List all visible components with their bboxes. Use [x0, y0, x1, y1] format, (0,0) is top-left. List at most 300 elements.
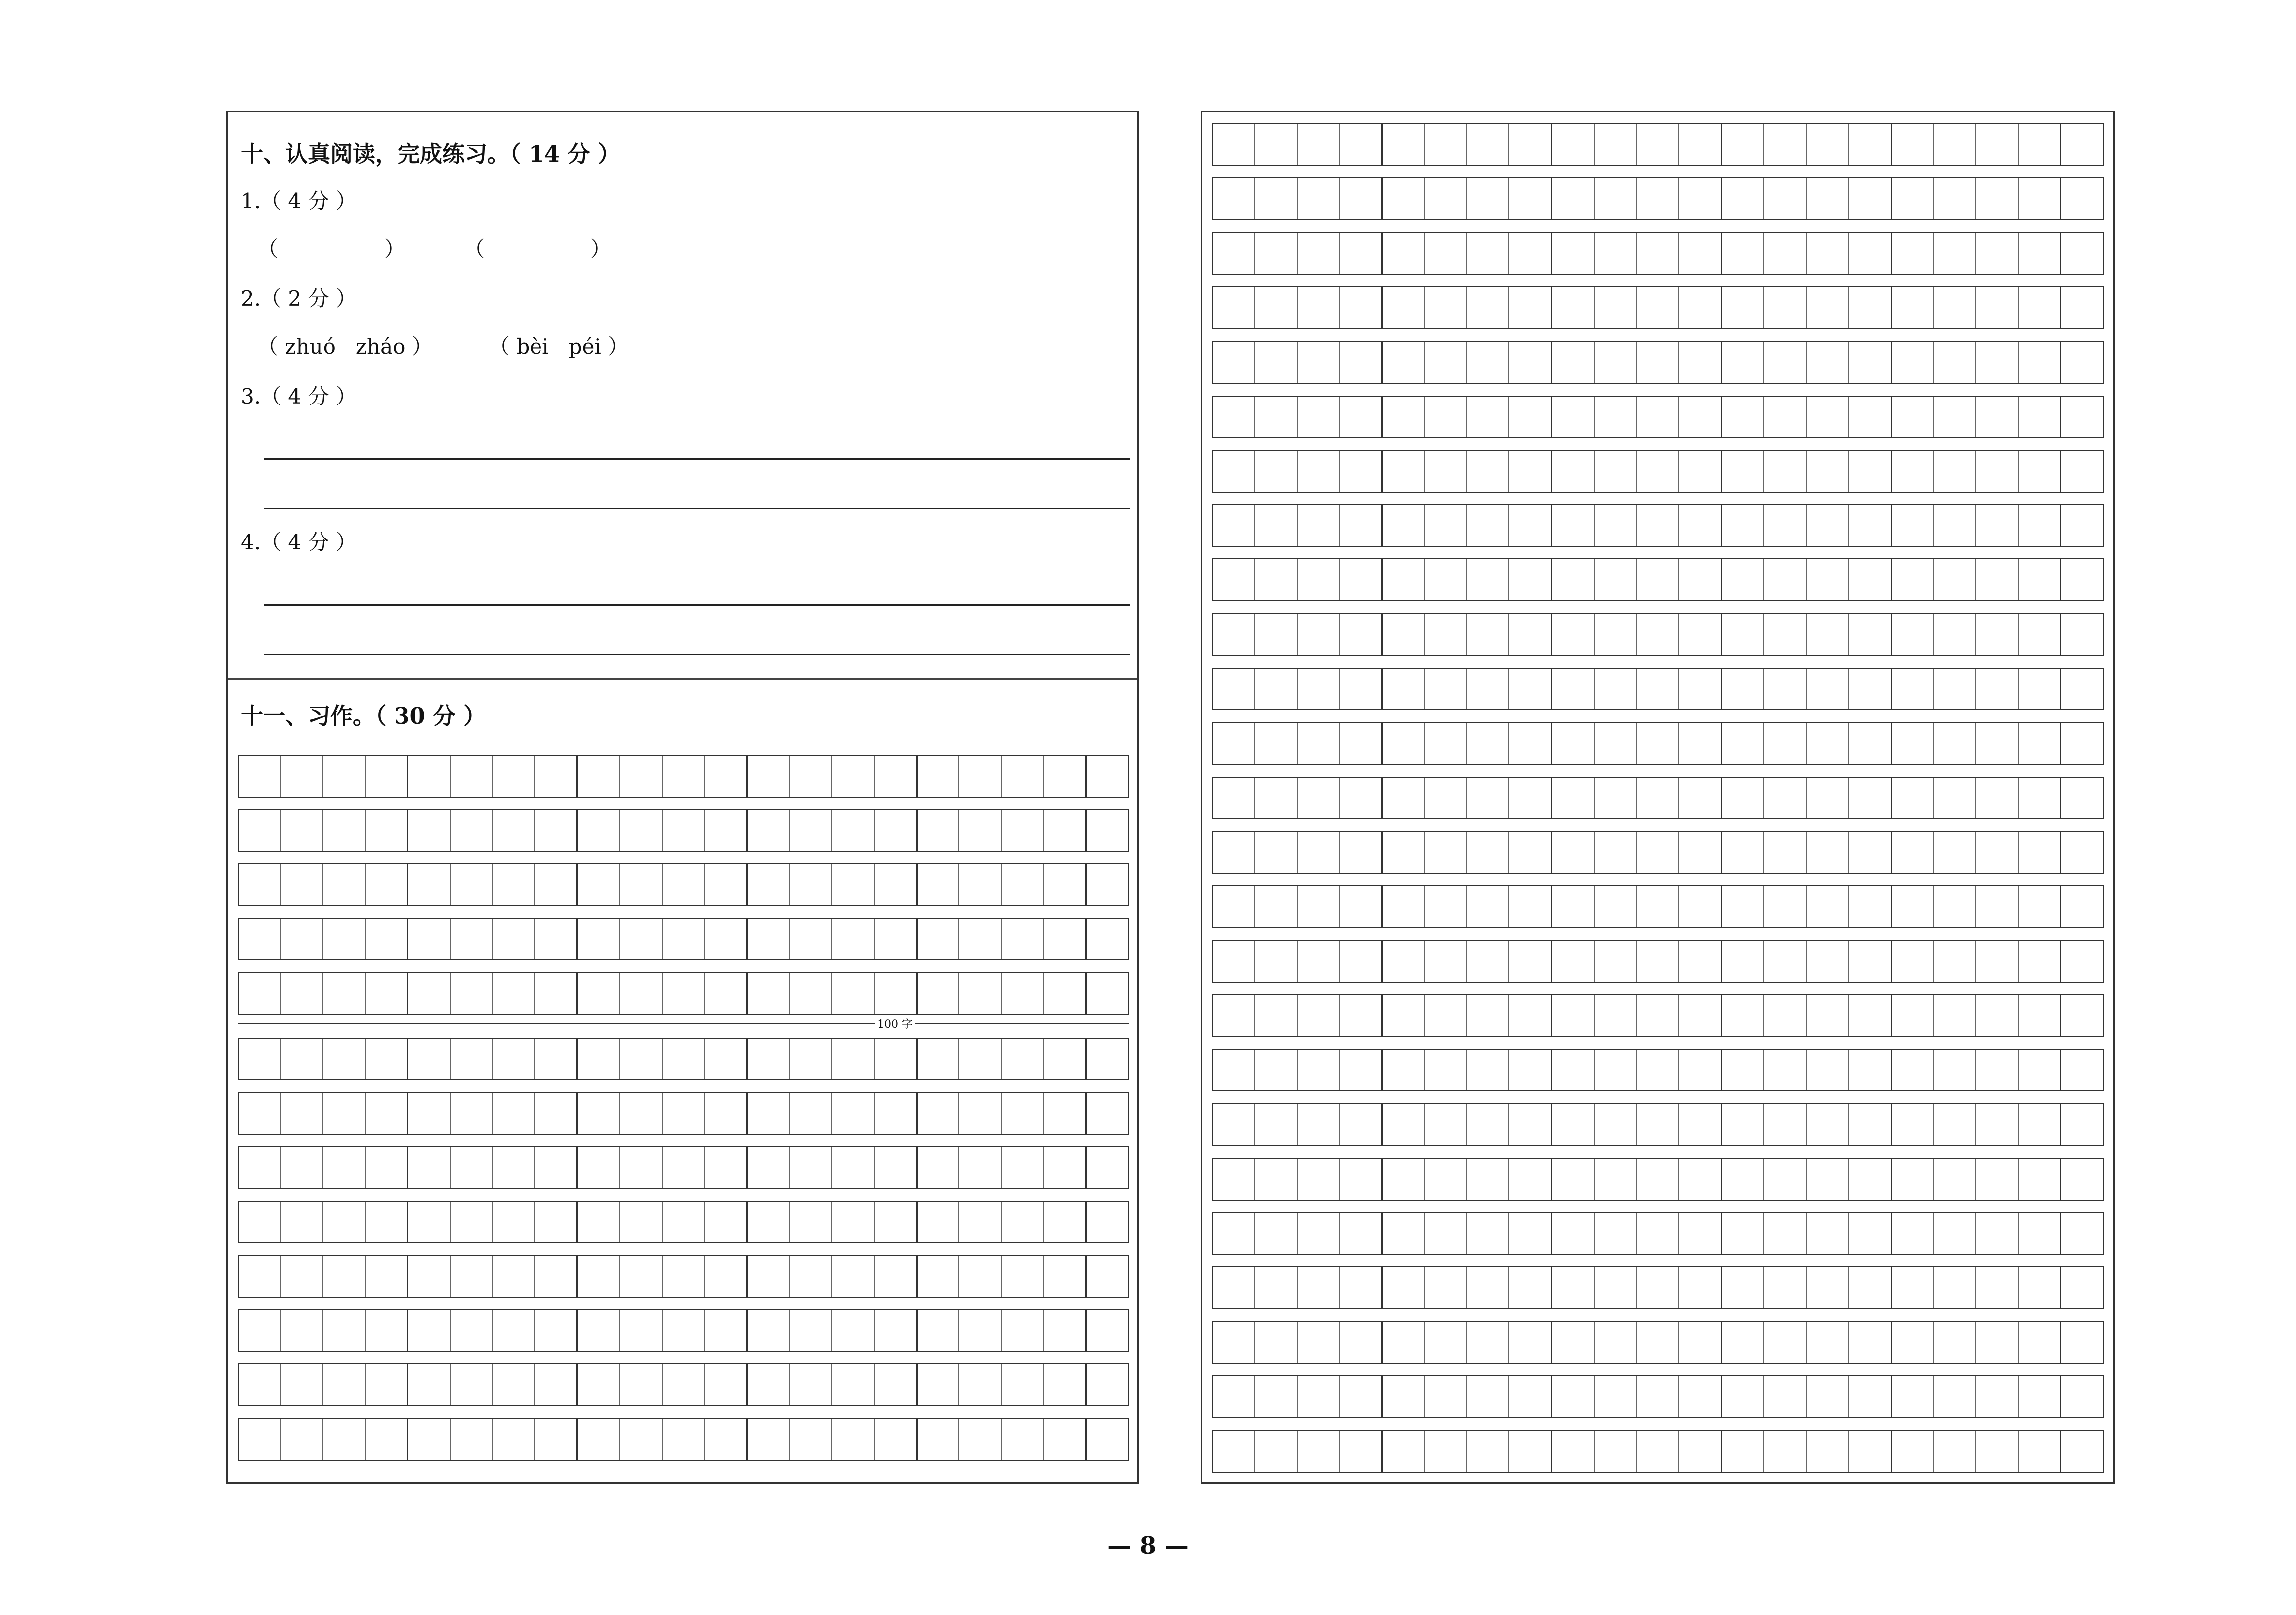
- writing-cell[interactable]: [1764, 287, 1807, 328]
- writing-cell[interactable]: [875, 810, 918, 851]
- writing-cell[interactable]: [1807, 995, 1849, 1036]
- writing-cell[interactable]: [1383, 669, 1425, 709]
- writing-cell[interactable]: [578, 1202, 620, 1242]
- writing-cell[interactable]: [1934, 287, 1976, 328]
- writing-cell[interactable]: [1934, 1267, 1976, 1308]
- writing-cell[interactable]: [1087, 1202, 1128, 1242]
- writing-cell[interactable]: [1467, 723, 1509, 764]
- writing-cell[interactable]: [1595, 505, 1637, 546]
- writing-cell[interactable]: [1679, 397, 1722, 437]
- writing-cell[interactable]: [493, 864, 535, 905]
- writing-cell[interactable]: [1552, 886, 1595, 927]
- writing-cell[interactable]: [239, 810, 281, 851]
- writing-cell[interactable]: [1213, 886, 1255, 927]
- writing-cell[interactable]: [1509, 1267, 1552, 1308]
- writing-cell[interactable]: [1383, 886, 1425, 927]
- writing-cell[interactable]: [1044, 1256, 1087, 1297]
- writing-cell[interactable]: [1213, 1159, 1255, 1200]
- writing-cell[interactable]: [2061, 723, 2103, 764]
- writing-cell[interactable]: [1467, 1104, 1509, 1145]
- writing-cell[interactable]: [1764, 1431, 1807, 1472]
- writing-cell[interactable]: [2019, 1322, 2061, 1363]
- writing-cell[interactable]: [1467, 1322, 1509, 1363]
- writing-cell[interactable]: [1213, 559, 1255, 600]
- writing-cell[interactable]: [1044, 1202, 1087, 1242]
- writing-cell[interactable]: [1722, 886, 1764, 927]
- writing-cell[interactable]: [1595, 124, 1637, 165]
- writing-cell[interactable]: [918, 1364, 960, 1405]
- writing-cell[interactable]: [1255, 505, 1298, 546]
- writing-cell[interactable]: [2061, 614, 2103, 655]
- writing-cell[interactable]: [663, 756, 705, 797]
- writing-cell[interactable]: [1722, 1213, 1764, 1254]
- writing-cell[interactable]: [1467, 778, 1509, 818]
- writing-cell[interactable]: [1722, 397, 1764, 437]
- writing-cell[interactable]: [620, 973, 663, 1014]
- writing-cell[interactable]: [1087, 919, 1128, 959]
- writing-cell[interactable]: [2061, 287, 2103, 328]
- writing-cell[interactable]: [620, 1147, 663, 1188]
- writing-cell[interactable]: [1552, 1050, 1595, 1090]
- writing-cell[interactable]: [959, 1093, 1002, 1134]
- writing-cell[interactable]: [1425, 1267, 1468, 1308]
- writing-cell[interactable]: [1467, 451, 1509, 492]
- writing-cell[interactable]: [323, 919, 366, 959]
- writing-cell[interactable]: [1298, 287, 1340, 328]
- writing-cell[interactable]: [790, 1147, 832, 1188]
- writing-cell[interactable]: [1595, 778, 1637, 818]
- writing-cell[interactable]: [1383, 1431, 1425, 1472]
- writing-cell[interactable]: [790, 1364, 832, 1405]
- writing-cell[interactable]: [1934, 1213, 1976, 1254]
- writing-cell[interactable]: [918, 1093, 960, 1134]
- writing-cell[interactable]: [663, 1093, 705, 1134]
- writing-cell[interactable]: [1892, 505, 1934, 546]
- writing-cell[interactable]: [1679, 778, 1722, 818]
- writing-cell[interactable]: [1764, 178, 1807, 219]
- writing-cell[interactable]: [790, 1202, 832, 1242]
- writing-cell[interactable]: [1849, 1159, 1892, 1200]
- writing-cell[interactable]: [578, 919, 620, 959]
- writing-cell[interactable]: [1340, 886, 1383, 927]
- writing-cell[interactable]: [1807, 1431, 1849, 1472]
- writing-cell[interactable]: [366, 1310, 408, 1351]
- writing-cell[interactable]: [239, 1039, 281, 1079]
- writing-cell[interactable]: [1892, 1050, 1934, 1090]
- writing-cell[interactable]: [1807, 342, 1849, 383]
- writing-cell[interactable]: [239, 973, 281, 1014]
- writing-cell[interactable]: [1467, 559, 1509, 600]
- writing-cell[interactable]: [578, 1093, 620, 1134]
- writing-cell[interactable]: [1552, 1267, 1595, 1308]
- writing-cell[interactable]: [832, 1310, 875, 1351]
- writing-cell[interactable]: [1976, 832, 2019, 873]
- writing-cell[interactable]: [535, 1202, 578, 1242]
- writing-cell[interactable]: [1509, 832, 1552, 873]
- writing-cell[interactable]: [493, 1093, 535, 1134]
- writing-cell[interactable]: [1849, 1104, 1892, 1145]
- writing-cell[interactable]: [1807, 1376, 1849, 1417]
- writing-cell[interactable]: [1213, 397, 1255, 437]
- writing-cell[interactable]: [1595, 832, 1637, 873]
- writing-cell[interactable]: [1679, 1322, 1722, 1363]
- writing-cell[interactable]: [1764, 124, 1807, 165]
- writing-cell[interactable]: [1764, 559, 1807, 600]
- writing-cell[interactable]: [323, 1202, 366, 1242]
- writing-cell[interactable]: [748, 1364, 790, 1405]
- writing-cell[interactable]: [1934, 1376, 1976, 1417]
- writing-cell[interactable]: [323, 1364, 366, 1405]
- writing-cell[interactable]: [366, 810, 408, 851]
- writing-cell[interactable]: [1807, 778, 1849, 818]
- writing-cell[interactable]: [1722, 1267, 1764, 1308]
- writing-cell[interactable]: [1002, 1364, 1044, 1405]
- writing-cell[interactable]: [959, 756, 1002, 797]
- writing-cell[interactable]: [620, 1202, 663, 1242]
- writing-cell[interactable]: [366, 1419, 408, 1460]
- writing-cell[interactable]: [1002, 1093, 1044, 1134]
- writing-cell[interactable]: [875, 1202, 918, 1242]
- writing-cell[interactable]: [1509, 124, 1552, 165]
- writing-cell[interactable]: [1849, 1431, 1892, 1472]
- writing-cell[interactable]: [451, 810, 493, 851]
- writing-cell[interactable]: [2061, 669, 2103, 709]
- writing-cell[interactable]: [1637, 995, 1679, 1036]
- writing-cell[interactable]: [1255, 614, 1298, 655]
- writing-cell[interactable]: [1976, 614, 2019, 655]
- writing-cell[interactable]: [1637, 559, 1679, 600]
- writing-cell[interactable]: [1255, 342, 1298, 383]
- writing-cell[interactable]: [1340, 614, 1383, 655]
- writing-cell[interactable]: [535, 1256, 578, 1297]
- writing-cell[interactable]: [1807, 287, 1849, 328]
- writing-cell[interactable]: [1976, 886, 2019, 927]
- writing-cell[interactable]: [1383, 614, 1425, 655]
- writing-cell[interactable]: [1849, 559, 1892, 600]
- writing-cell[interactable]: [1595, 1376, 1637, 1417]
- writing-cell[interactable]: [1044, 756, 1087, 797]
- writing-cell[interactable]: [1679, 1104, 1722, 1145]
- writing-cell[interactable]: [1892, 397, 1934, 437]
- writing-cell[interactable]: [1509, 233, 1552, 274]
- writing-cell[interactable]: [1255, 1104, 1298, 1145]
- writing-cell[interactable]: [1002, 864, 1044, 905]
- writing-cell[interactable]: [2019, 1050, 2061, 1090]
- writing-cell[interactable]: [1467, 178, 1509, 219]
- writing-cell[interactable]: [748, 864, 790, 905]
- writing-cell[interactable]: [1595, 342, 1637, 383]
- writing-cell[interactable]: [1552, 124, 1595, 165]
- writing-cell[interactable]: [1383, 397, 1425, 437]
- writing-cell[interactable]: [875, 919, 918, 959]
- writing-cell[interactable]: [1637, 397, 1679, 437]
- writing-cell[interactable]: [1340, 941, 1383, 982]
- writing-cell[interactable]: [1807, 669, 1849, 709]
- writing-cell[interactable]: [748, 1202, 790, 1242]
- writing-cell[interactable]: [832, 756, 875, 797]
- writing-cell[interactable]: [1849, 287, 1892, 328]
- writing-cell[interactable]: [832, 864, 875, 905]
- writing-cell[interactable]: [1552, 559, 1595, 600]
- writing-cell[interactable]: [1298, 614, 1340, 655]
- writing-cell[interactable]: [1509, 723, 1552, 764]
- writing-cell[interactable]: [1255, 995, 1298, 1036]
- writing-cell[interactable]: [790, 973, 832, 1014]
- writing-cell[interactable]: [1552, 287, 1595, 328]
- writing-cell[interactable]: [1213, 614, 1255, 655]
- writing-cell[interactable]: [1044, 1093, 1087, 1134]
- writing-cell[interactable]: [1637, 178, 1679, 219]
- writing-cell[interactable]: [1509, 1159, 1552, 1200]
- writing-cell[interactable]: [1595, 1159, 1637, 1200]
- writing-cell[interactable]: [1637, 1376, 1679, 1417]
- writing-cell[interactable]: [705, 1147, 748, 1188]
- writing-cell[interactable]: [1467, 1376, 1509, 1417]
- writing-cell[interactable]: [918, 1039, 960, 1079]
- writing-cell[interactable]: [1976, 451, 2019, 492]
- writing-cell[interactable]: [451, 1310, 493, 1351]
- writing-cell[interactable]: [408, 1419, 451, 1460]
- writing-cell[interactable]: [1213, 995, 1255, 1036]
- writing-cell[interactable]: [620, 810, 663, 851]
- writing-cell[interactable]: [1255, 178, 1298, 219]
- writing-cell[interactable]: [1849, 669, 1892, 709]
- writing-cell[interactable]: [1679, 342, 1722, 383]
- writing-cell[interactable]: [1044, 1147, 1087, 1188]
- writing-cell[interactable]: [1509, 669, 1552, 709]
- writing-cell[interactable]: [1637, 1159, 1679, 1200]
- writing-cell[interactable]: [918, 864, 960, 905]
- writing-cell[interactable]: [2061, 1322, 2103, 1363]
- writing-cell[interactable]: [1044, 810, 1087, 851]
- writing-cell[interactable]: [1425, 342, 1468, 383]
- writing-cell[interactable]: [1976, 342, 2019, 383]
- writing-cell[interactable]: [408, 1093, 451, 1134]
- writing-cell[interactable]: [1934, 178, 1976, 219]
- writing-cell[interactable]: [1255, 1050, 1298, 1090]
- writing-cell[interactable]: [1213, 723, 1255, 764]
- writing-cell[interactable]: [1722, 669, 1764, 709]
- writing-cell[interactable]: [1764, 1322, 1807, 1363]
- writing-cell[interactable]: [1298, 178, 1340, 219]
- writing-cell[interactable]: [451, 1147, 493, 1188]
- writing-cell[interactable]: [1255, 1267, 1298, 1308]
- writing-cell[interactable]: [323, 864, 366, 905]
- writing-cell[interactable]: [1255, 941, 1298, 982]
- writing-cell[interactable]: [493, 1147, 535, 1188]
- writing-cell[interactable]: [1892, 124, 1934, 165]
- writing-cell[interactable]: [1722, 1104, 1764, 1145]
- writing-cell[interactable]: [875, 973, 918, 1014]
- writing-cell[interactable]: [1552, 233, 1595, 274]
- writing-cell[interactable]: [2019, 614, 2061, 655]
- writing-cell[interactable]: [1679, 1159, 1722, 1200]
- writing-cell[interactable]: [1255, 1376, 1298, 1417]
- writing-cell[interactable]: [1383, 995, 1425, 1036]
- writing-cell[interactable]: [1255, 723, 1298, 764]
- writing-cell[interactable]: [1679, 559, 1722, 600]
- writing-cell[interactable]: [1255, 1213, 1298, 1254]
- writing-cell[interactable]: [281, 1093, 323, 1134]
- writing-cell[interactable]: [408, 973, 451, 1014]
- writing-cell[interactable]: [366, 756, 408, 797]
- writing-cell[interactable]: [451, 919, 493, 959]
- writing-cell[interactable]: [1934, 941, 1976, 982]
- writing-cell[interactable]: [1340, 1376, 1383, 1417]
- writing-cell[interactable]: [1552, 832, 1595, 873]
- writing-cell[interactable]: [239, 1093, 281, 1134]
- writing-cell[interactable]: [1934, 886, 1976, 927]
- writing-cell[interactable]: [1298, 941, 1340, 982]
- writing-cell[interactable]: [2019, 941, 2061, 982]
- writing-cell[interactable]: [1679, 505, 1722, 546]
- writing-cell[interactable]: [1383, 1322, 1425, 1363]
- writing-cell[interactable]: [1637, 723, 1679, 764]
- writing-cell[interactable]: [1722, 1431, 1764, 1472]
- writing-cell[interactable]: [1340, 723, 1383, 764]
- writing-cell[interactable]: [1764, 1213, 1807, 1254]
- writing-cell[interactable]: [366, 1093, 408, 1134]
- writing-cell[interactable]: [1595, 233, 1637, 274]
- writing-cell[interactable]: [1976, 1159, 2019, 1200]
- writing-cell[interactable]: [832, 1093, 875, 1134]
- writing-cell[interactable]: [2061, 1213, 2103, 1254]
- writing-cell[interactable]: [408, 864, 451, 905]
- writing-cell[interactable]: [1595, 559, 1637, 600]
- writing-cell[interactable]: [1467, 124, 1509, 165]
- writing-cell[interactable]: [1213, 233, 1255, 274]
- writing-cell[interactable]: [1892, 1431, 1934, 1472]
- writing-cell[interactable]: [1679, 614, 1722, 655]
- writing-cell[interactable]: [493, 756, 535, 797]
- writing-cell[interactable]: [748, 756, 790, 797]
- writing-cell[interactable]: [1595, 1050, 1637, 1090]
- writing-cell[interactable]: [535, 1039, 578, 1079]
- q4-answer-line-1[interactable]: [264, 604, 1130, 606]
- writing-cell[interactable]: [1764, 941, 1807, 982]
- writing-cell[interactable]: [1764, 397, 1807, 437]
- writing-cell[interactable]: [2061, 342, 2103, 383]
- writing-cell[interactable]: [281, 756, 323, 797]
- writing-cell[interactable]: [620, 1093, 663, 1134]
- writing-cell[interactable]: [1976, 505, 2019, 546]
- writing-cell[interactable]: [875, 756, 918, 797]
- writing-cell[interactable]: [832, 810, 875, 851]
- writing-cell[interactable]: [1764, 614, 1807, 655]
- writing-cell[interactable]: [1595, 1213, 1637, 1254]
- writing-cell[interactable]: [705, 756, 748, 797]
- writing-cell[interactable]: [1213, 778, 1255, 818]
- writing-cell[interactable]: [239, 864, 281, 905]
- writing-cell[interactable]: [1213, 342, 1255, 383]
- writing-cell[interactable]: [1383, 287, 1425, 328]
- writing-cell[interactable]: [1044, 1419, 1087, 1460]
- writing-cell[interactable]: [408, 1039, 451, 1079]
- writing-cell[interactable]: [2019, 723, 2061, 764]
- writing-cell[interactable]: [1383, 451, 1425, 492]
- writing-cell[interactable]: [1425, 778, 1468, 818]
- writing-cell[interactable]: [705, 1419, 748, 1460]
- writing-cell[interactable]: [1637, 614, 1679, 655]
- writing-cell[interactable]: [1807, 505, 1849, 546]
- writing-cell[interactable]: [2019, 886, 2061, 927]
- writing-cell[interactable]: [1764, 505, 1807, 546]
- writing-cell[interactable]: [1509, 614, 1552, 655]
- writing-cell[interactable]: [790, 864, 832, 905]
- writing-cell[interactable]: [1298, 1267, 1340, 1308]
- writing-cell[interactable]: [620, 1256, 663, 1297]
- writing-cell[interactable]: [2019, 1159, 2061, 1200]
- writing-cell[interactable]: [1340, 832, 1383, 873]
- writing-cell[interactable]: [1383, 1267, 1425, 1308]
- writing-cell[interactable]: [1255, 1159, 1298, 1200]
- writing-cell[interactable]: [1087, 756, 1128, 797]
- writing-cell[interactable]: [1213, 669, 1255, 709]
- writing-cell[interactable]: [2019, 451, 2061, 492]
- writing-cell[interactable]: [705, 1039, 748, 1079]
- writing-cell[interactable]: [1722, 614, 1764, 655]
- writing-cell[interactable]: [1637, 1322, 1679, 1363]
- writing-cell[interactable]: [239, 1364, 281, 1405]
- writing-cell[interactable]: [620, 1310, 663, 1351]
- writing-cell[interactable]: [2061, 1104, 2103, 1145]
- writing-cell[interactable]: [959, 919, 1002, 959]
- writing-cell[interactable]: [959, 1310, 1002, 1351]
- writing-cell[interactable]: [1213, 1104, 1255, 1145]
- writing-cell[interactable]: [1892, 995, 1934, 1036]
- writing-cell[interactable]: [1679, 832, 1722, 873]
- writing-cell[interactable]: [1298, 397, 1340, 437]
- writing-cell[interactable]: [705, 919, 748, 959]
- writing-cell[interactable]: [408, 1202, 451, 1242]
- writing-cell[interactable]: [1722, 778, 1764, 818]
- writing-cell[interactable]: [1509, 1213, 1552, 1254]
- writing-cell[interactable]: [1807, 1104, 1849, 1145]
- writing-cell[interactable]: [1552, 1376, 1595, 1417]
- writing-cell[interactable]: [1976, 287, 2019, 328]
- writing-cell[interactable]: [2061, 451, 2103, 492]
- writing-cell[interactable]: [1892, 287, 1934, 328]
- writing-cell[interactable]: [1044, 1310, 1087, 1351]
- writing-cell[interactable]: [1425, 233, 1468, 274]
- writing-cell[interactable]: [1849, 1267, 1892, 1308]
- writing-cell[interactable]: [1552, 1159, 1595, 1200]
- writing-cell[interactable]: [1849, 1050, 1892, 1090]
- writing-cell[interactable]: [1722, 1050, 1764, 1090]
- writing-cell[interactable]: [1892, 1322, 1934, 1363]
- writing-cell[interactable]: [1383, 124, 1425, 165]
- writing-cell[interactable]: [1722, 559, 1764, 600]
- writing-cell[interactable]: [535, 919, 578, 959]
- writing-cell[interactable]: [1722, 233, 1764, 274]
- writing-cell[interactable]: [875, 1419, 918, 1460]
- writing-cell[interactable]: [1383, 1159, 1425, 1200]
- writing-cell[interactable]: [832, 1039, 875, 1079]
- writing-cell[interactable]: [2061, 233, 2103, 274]
- writing-cell[interactable]: [1722, 941, 1764, 982]
- writing-cell[interactable]: [1002, 1256, 1044, 1297]
- writing-cell[interactable]: [2061, 1050, 2103, 1090]
- writing-cell[interactable]: [1934, 1050, 1976, 1090]
- writing-cell[interactable]: [1679, 1376, 1722, 1417]
- writing-cell[interactable]: [1849, 1213, 1892, 1254]
- writing-cell[interactable]: [1425, 1050, 1468, 1090]
- writing-cell[interactable]: [451, 1419, 493, 1460]
- writing-cell[interactable]: [578, 1364, 620, 1405]
- writing-cell[interactable]: [1340, 995, 1383, 1036]
- writing-cell[interactable]: [663, 1364, 705, 1405]
- writing-cell[interactable]: [1425, 559, 1468, 600]
